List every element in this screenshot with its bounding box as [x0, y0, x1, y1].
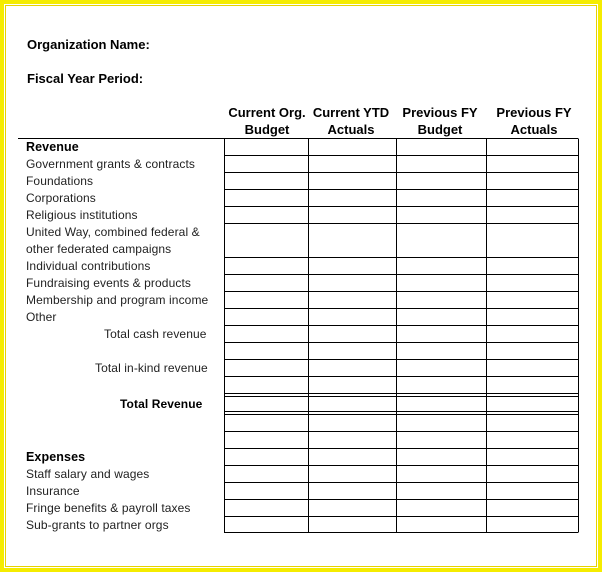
- expense-item-staff-salary: Staff salary and wages: [26, 467, 150, 481]
- organization-name-label: Organization Name:: [27, 37, 150, 52]
- revenue-heading: Revenue: [26, 140, 79, 154]
- total-revenue-label: Total Revenue: [120, 397, 203, 411]
- revenue-item-membership-income: Membership and program income: [26, 293, 209, 307]
- expenses-heading: Expenses: [26, 450, 86, 464]
- column-header-line2: Budget: [417, 122, 463, 137]
- revenue-item-united-way: United Way, combined federal &: [26, 225, 200, 239]
- revenue-item-other: Other: [26, 310, 57, 324]
- revenue-item-religious-institutions: Religious institutions: [26, 208, 138, 222]
- revenue-item-foundations: Foundations: [26, 174, 94, 188]
- revenue-item-government-grants: Government grants & contracts: [26, 157, 195, 171]
- column-header-line2: Actuals: [510, 122, 558, 137]
- column-header-line2: Budget: [244, 122, 290, 137]
- revenue-item-federated-campaigns: other federated campaigns: [26, 242, 172, 256]
- column-header-line1: Current Org.: [228, 105, 306, 120]
- total-inkind-revenue-label: Total in-kind revenue: [95, 361, 208, 375]
- total-cash-revenue-label: Total cash revenue: [104, 327, 207, 341]
- revenue-item-fundraising-events: Fundraising events & products: [26, 276, 191, 290]
- column-header-line1: Current YTD: [312, 105, 390, 120]
- column-header-line2: Actuals: [327, 122, 375, 137]
- expense-item-sub-grants: Sub-grants to partner orgs: [26, 518, 169, 532]
- revenue-item-individual-contributions: Individual contributions: [26, 259, 151, 273]
- column-header-line1: Previous FY: [402, 105, 478, 120]
- revenue-item-corporations: Corporations: [26, 191, 96, 205]
- expense-item-insurance: Insurance: [26, 484, 80, 498]
- column-header-line1: Previous FY: [496, 105, 572, 120]
- fiscal-year-label: Fiscal Year Period:: [27, 71, 144, 86]
- expense-item-fringe-benefits: Fringe benefits & payroll taxes: [26, 501, 191, 515]
